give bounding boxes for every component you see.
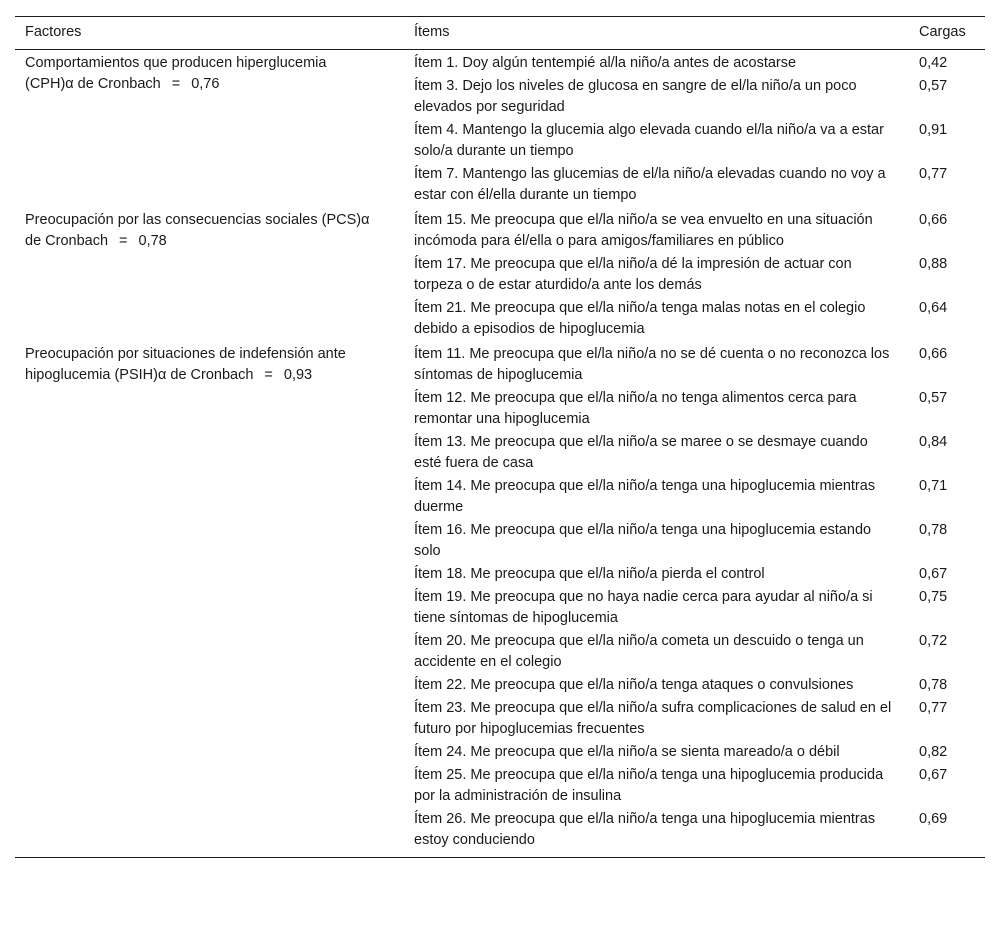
item-loading: 0,71 — [919, 478, 948, 494]
item-text: Ítem 17. Me preocupa que el/la niño/a dé la impresión de actuar con torpeza o de estar aturdido/a ante los demás — [414, 256, 852, 293]
factor-cell — [15, 341, 404, 858]
item-loading: 0,67 — [919, 767, 948, 783]
item-loading: 0,57 — [919, 78, 948, 94]
item-loading: 0,67 — [919, 566, 948, 582]
item-loading: 0,78 — [919, 677, 948, 693]
alpha-equals-sign: = — [119, 233, 128, 249]
item-loading: 0,72 — [919, 633, 948, 649]
item-text: Ítem 16. Me preocupa que el/la niño/a tenga una hipoglucemia estando solo — [414, 522, 872, 559]
item-text: Ítem 23. Me preocupa que el/la niño/a sufra complicaciones de salud en el futuro por hipoglucemias frecuentes — [414, 700, 892, 737]
item-text: Ítem 12. Me preocupa que el/la niño/a no tenga alimentos cerca para remontar una hipoglucemia — [414, 390, 857, 427]
header-row — [15, 17, 985, 50]
alpha-equals-sign: = — [171, 76, 181, 92]
table-header — [15, 17, 985, 50]
item-text: Ítem 25. Me preocupa que el/la niño/a tenga una hipoglucemia producida por la administración de insulina — [414, 767, 884, 804]
item-loading: 0,69 — [909, 808, 985, 858]
factor-cell — [15, 207, 404, 341]
item-text: Ítem 24. Me preocupa que el/la niño/a se sienta mareado/a o débil — [414, 744, 840, 760]
item-text: Ítem 26. Me preocupa que el/la niño/a tenga una hipoglucemia mientras estoy conduciendo — [404, 808, 909, 858]
item-loading: 0,77 — [919, 166, 948, 182]
factor-cell — [15, 50, 404, 208]
item-text: Ítem 4. Mantengo la glucemia algo elevada cuando el/la niño/a va a estar solo/a durante un tiempo — [414, 122, 884, 159]
alpha-equals-sign: = — [264, 367, 273, 383]
item-text: Ítem 22. Me preocupa que el/la niño/a tenga ataques o convulsiones — [414, 677, 854, 693]
item-loading: 0,88 — [919, 256, 948, 272]
item-loading: 0,66 — [919, 346, 948, 362]
table-body — [15, 50, 985, 858]
factor-loadings-table — [15, 16, 985, 858]
item-loading: 0,66 — [919, 212, 948, 228]
item-text: Ítem 13. Me preocupa que el/la niño/a se maree o se desmaye cuando esté fuera de casa — [414, 434, 868, 471]
item-text: Ítem 21. Me preocupa que el/la niño/a tenga malas notas en el colegio debido a episodios de hipoglucemia — [414, 300, 866, 337]
item-loading: 0,42 — [919, 55, 948, 71]
item-loading: 0,91 — [919, 122, 948, 138]
item-loading: 0,64 — [919, 300, 948, 316]
item-loading: 0,77 — [919, 700, 948, 716]
item-text: Ítem 11. Me preocupa que el/la niño/a no se dé cuenta o no reconozca los síntomas de hipoglucemia — [414, 346, 890, 383]
factor-label: Comportamientos que producen hiperglucemia (CPH)α de Cronbach — [25, 55, 327, 92]
table-row — [15, 341, 985, 387]
header-factores: Factores — [15, 17, 404, 50]
item-text: Ítem 20. Me preocupa que el/la niño/a cometa un descuido o tenga un accidente en el colegio — [414, 633, 864, 670]
table-row — [15, 50, 985, 76]
item-text: Ítem 19. Me preocupa que no haya nadie cerca para ayudar al niño/a si tiene síntomas de hipoglucemia — [414, 589, 873, 626]
item-loading: 0,78 — [919, 522, 948, 538]
item-text: Ítem 1. Doy algún tentempié al/la niño/a antes de acostarse — [414, 55, 797, 71]
item-loading: 0,82 — [919, 744, 948, 760]
item-text: Ítem 18. Me preocupa que el/la niño/a pierda el control — [414, 566, 765, 582]
item-text: Ítem 14. Me preocupa que el/la niño/a tenga una hipoglucemia mientras duerme — [414, 478, 876, 515]
header-items: Ítems — [404, 17, 909, 50]
factor-loadings-table-container — [15, 16, 985, 858]
item-loading: 0,75 — [919, 589, 948, 605]
alpha-value: 0,78 — [138, 233, 167, 249]
item-text: Ítem 7. Mantengo las glucemias de el/la niño/a elevadas cuando no voy a estar con él/ella durante un tiempo — [414, 166, 886, 203]
factor-label: Preocupación por situaciones de indefensión ante hipoglucemia (PSIH)α de Cronbach — [25, 346, 346, 383]
alpha-value: 0,93 — [283, 367, 313, 383]
item-loading: 0,84 — [919, 434, 948, 450]
item-text: Ítem 3. Dejo los niveles de glucosa en sangre de el/la niño/a un poco elevados por seguridad — [414, 78, 857, 115]
item-loading: 0,57 — [919, 390, 948, 406]
table-row — [15, 207, 985, 253]
alpha-value: 0,76 — [191, 76, 220, 92]
item-text: Ítem 15. Me preocupa que el/la niño/a se vea envuelto en una situación incómoda para él/ella o para amigos/familiares en público — [414, 212, 873, 249]
factor-label: Preocupación por las consecuencias sociales (PCS)α de Cronbach — [25, 212, 370, 249]
header-cargas: Cargas — [909, 17, 985, 50]
